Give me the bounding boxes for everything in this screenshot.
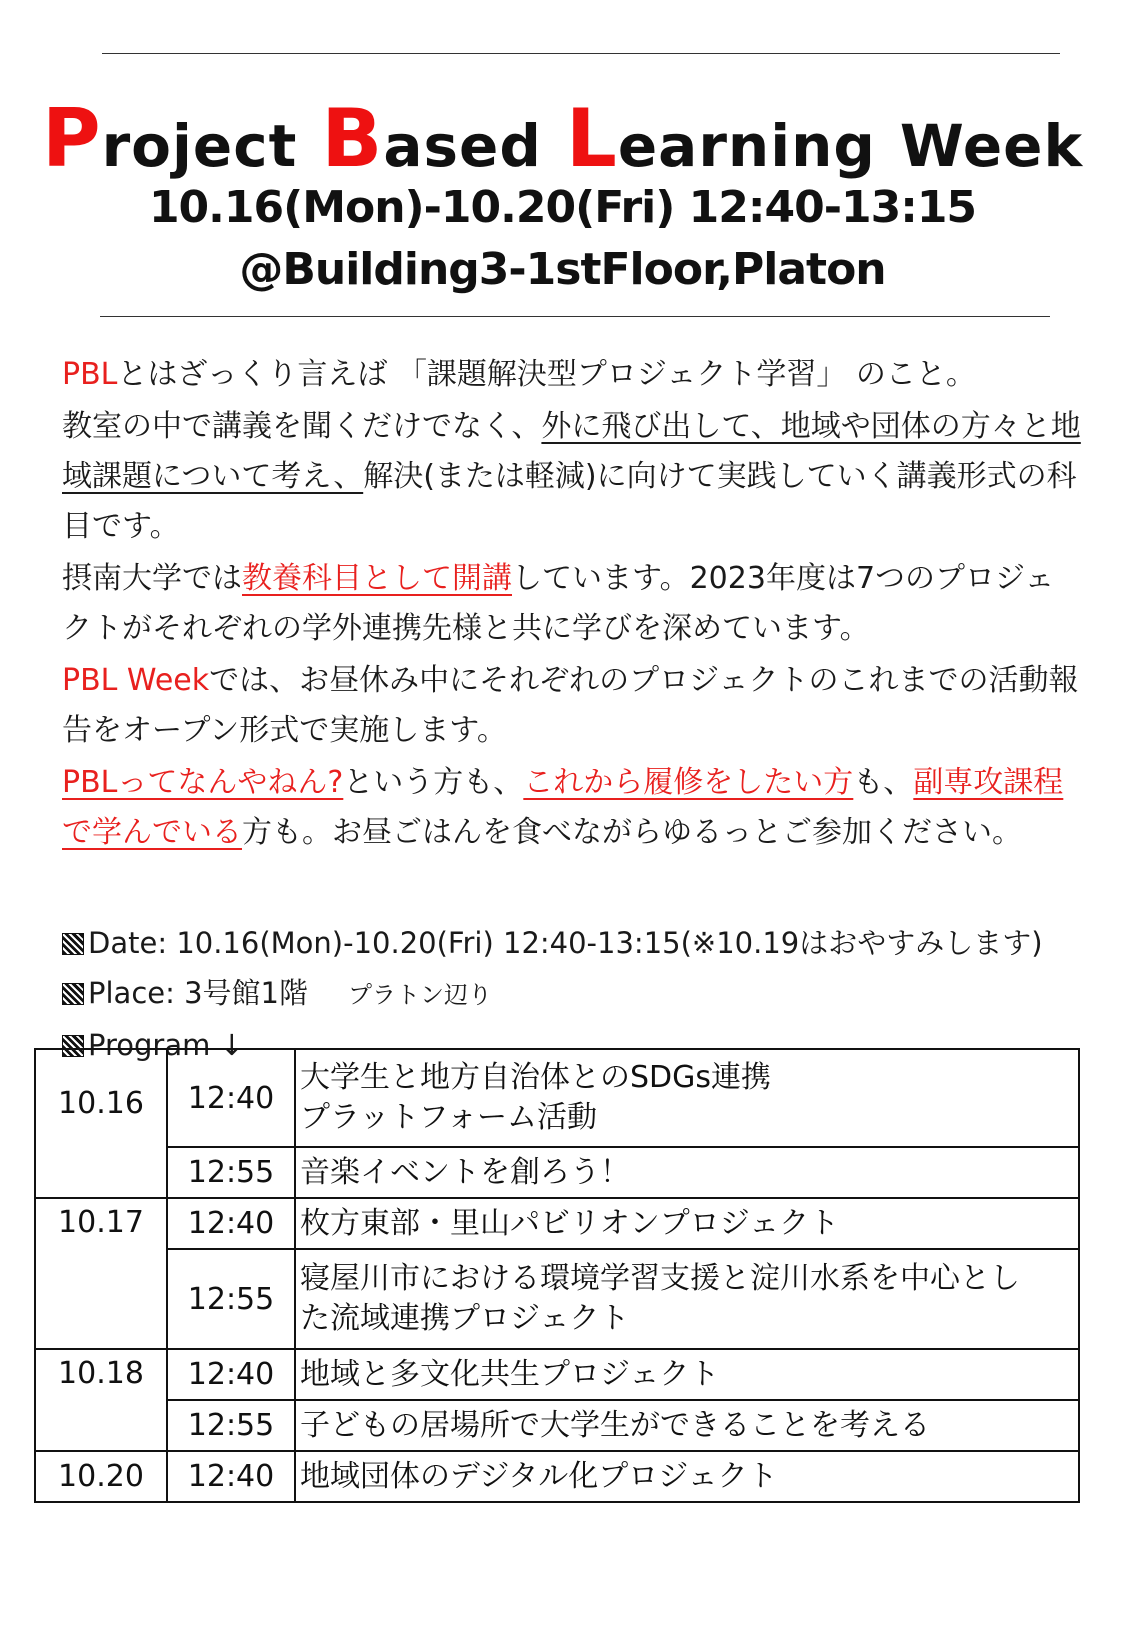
program-table	[34, 1048, 1080, 1503]
desc-paragraph-5: PBLってなんやねん?という方も、これから履修をしたい方も、副専攻課程で学んでいる方も。お昼ごはんを食べながらゆるっとご参加ください。	[62, 765, 1064, 850]
program-date: 10.17	[35, 1198, 167, 1349]
program-date: 10.20	[35, 1451, 167, 1502]
desc-paragraph-1: PBLとはざっくり言えば 「課題解決型プロジェクト学習」 のこと。	[62, 357, 976, 392]
top-divider	[102, 53, 1060, 54]
table-row	[35, 1147, 1079, 1198]
info-date: Date: 10.16(Mon)-10.20(Fri) 12:40-13:15(※10.19はおやすみします)	[62, 918, 1043, 968]
title-word-based: Based	[321, 92, 542, 185]
table-row	[35, 1198, 1079, 1249]
program-title: 寝屋川市における環境学習支援と淀川水系を中心とし た流域連携プロジェクト	[295, 1249, 1079, 1349]
program-title: 音楽イベントを創ろう！	[295, 1147, 1079, 1198]
program-time: 12:55	[167, 1400, 295, 1451]
table-row	[35, 1451, 1079, 1502]
table-row	[35, 1049, 1079, 1147]
program-title: 子どもの居場所で大学生ができることを考える	[295, 1400, 1079, 1451]
program-title: 地域と多文化共生プロジェクト	[295, 1349, 1079, 1400]
desc-paragraph-4: PBL Weekでは、お昼休み中にそれぞれのプロジェクトのこれまでの活動報告をオープン形式で実施します。	[62, 663, 1079, 748]
title-word-week: Week	[899, 112, 1084, 180]
program-time: 12:55	[167, 1249, 295, 1349]
program-date: 10.16	[35, 1049, 167, 1198]
table-row	[35, 1400, 1079, 1451]
program-title: 地域団体のデジタル化プロジェクト	[295, 1451, 1079, 1502]
description	[62, 350, 1082, 860]
square-bullet-icon	[62, 983, 84, 1005]
desc-paragraph-3: 摂南大学では教養科目として開講しています。2023年度は7つのプロジェクトがそれぞれの学外連携先様と共に学びを深めています。	[62, 561, 1055, 646]
event-date-time: 10.16(Mon)-10.20(Fri) 12:40-13:15	[148, 182, 977, 233]
info-place: Place: 3号館1階 プラトン辺り	[62, 968, 1043, 1020]
desc-paragraph-2: 教室の中で講義を聞くだけでなく、外に飛び出して、地域や団体の方々と地域課題について考え、解決(または軽減)に向けて実践していく講義形式の科目です。	[62, 409, 1081, 544]
program-title: 大学生と地方自治体とのSDGs連携 プラットフォーム活動	[295, 1049, 1079, 1147]
table-row	[35, 1249, 1079, 1349]
program-time: 12:55	[167, 1147, 295, 1198]
program-title: 枚方東部・里山パビリオンプロジェクト	[295, 1198, 1079, 1249]
program-time: 12:40	[167, 1451, 295, 1502]
program-time: 12:40	[167, 1349, 295, 1400]
program-time: 12:40	[167, 1198, 295, 1249]
square-bullet-icon	[62, 933, 84, 955]
table-row	[35, 1349, 1079, 1400]
program-date: 10.18	[35, 1349, 167, 1451]
program-time: 12:40	[167, 1049, 295, 1147]
event-venue: @Building3-1stFloor,Platon	[239, 244, 886, 295]
info-program: Program ↓	[62, 1020, 1043, 1070]
title-word-project: Project	[41, 92, 298, 185]
header-divider	[100, 316, 1050, 317]
title-word-learning: Learning	[565, 92, 876, 185]
page-title	[0, 92, 1125, 185]
